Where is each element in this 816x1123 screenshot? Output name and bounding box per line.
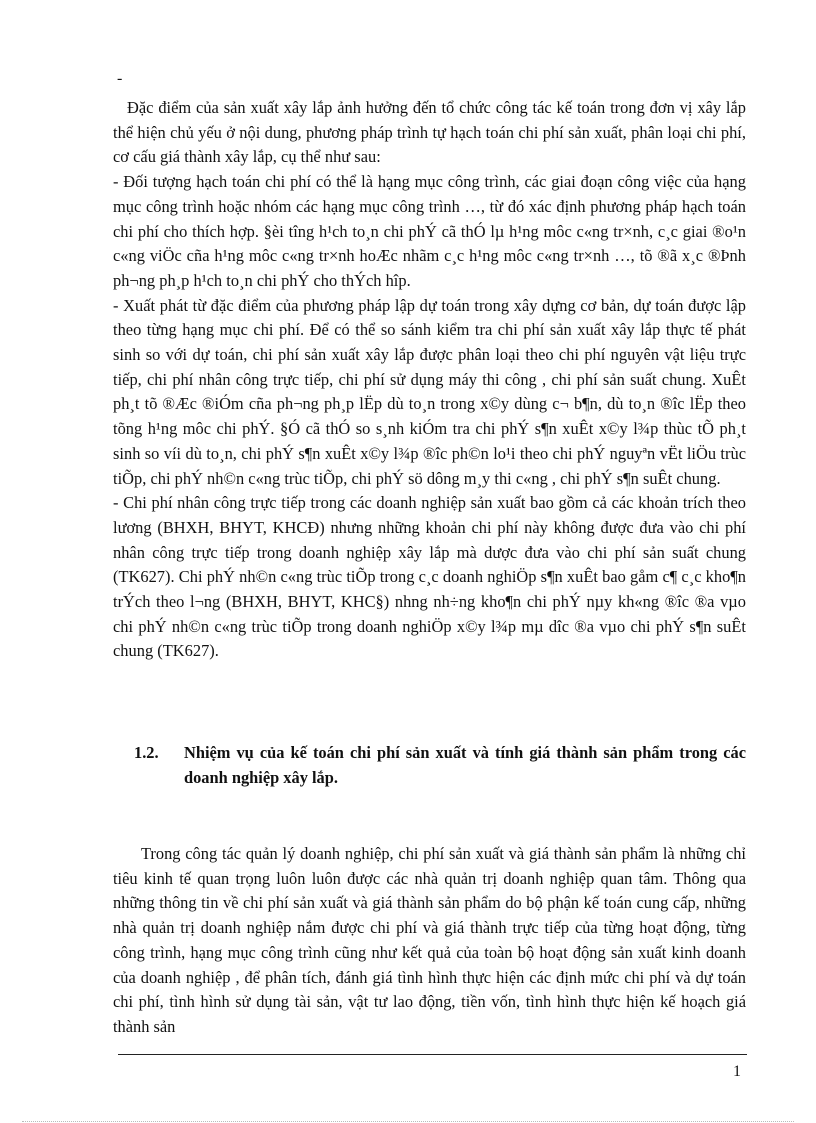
footer-divider bbox=[118, 1054, 747, 1055]
section-heading bbox=[134, 741, 746, 790]
paragraph-direct-labor: - Chi phí nhân công trực tiếp trong các doanh nghiệp sản xuất bao gồm cả các khoản trích theo lương (BHXH, BHYT, KHCĐ) nhưng những khoản chi phí này không được đưa vào chi phí nhân công trực tiếp trong doanh nghiệp xây lắp mà dược đưa vào chi phí sản suất chung (TK627). Chi phÝ nh©n c«ng trùc tiÕp trong c¸c doanh nghiÖp s¶n xuÊt bao gåm c¶ c¸c kho¶n trÝch theo l¬ng (BHXH, BHYT, KHC§) nhng nh÷ng kho¶n chi phÝ nµy kh«ng ®îc ®a vµo chi phÝ nh©n c«ng trùc tiÕp trong doanh nghiÖp x©y l¾p mµ dîc ®a vµo chi phÝ s¶n suÊt chung (TK627). bbox=[113, 493, 746, 661]
body-text-block bbox=[113, 96, 746, 664]
paragraph-cost-object: - Đối tượng hạch toán chi phí có thể là hạng mục công trình, các giai đoạn công việc của hạng mục công trình hoặc nhóm các hạng mục công trình …, từ đó xác định phương pháp hạch toán chi phí cho thích hợp. §èi tîng h¹ch to¸n chi phÝ cã thÓ lµ h¹ng môc c«ng tr×nh, c¸c giai ®o¹n c«ng viÖc cña h¹ng môc c«ng tr×nh hoÆc nhãm c¸c h¹ng môc c«ng tr×nh …, tõ ®ã x¸c ®Þnh ph¬ng ph¸p h¹ch to¸n chi phÝ cho thÝch hîp. bbox=[113, 172, 746, 290]
paragraph-estimate-method: - Xuất phát từ đặc điểm của phương pháp lập dự toán trong xây dựng cơ bản, dự toán được lập theo từng hạng mục chi phí. Để có thể so sánh kiểm tra chi phí sản xuất xây lắp thực tế phát sinh so với dự toán, chi phí sản xuất xây lắp được phân loại theo chi phí nguyên vật liệu trực tiếp, chi phí nhân công trực tiếp, chi phí sử dụng máy thi công , chi phí sản suất chung. XuÊt ph¸t tõ ®Æc ®iÓm cña ph¬ng ph¸p lËp dù to¸n trong x©y dùng c¬ b¶n, dù to¸n ®îc lËp theo tõng h¹ng môc chi phÝ. §Ó cã thÓ so s¸nh kiÓm tra chi phÝ s¶n xuÊt x©y l¾p thùc tÕ ph¸t sinh so víi dù to¸n, chi phÝ s¶n xuÊt x©y l¾p ®îc ph©n lo¹i theo chi phÝ nguyªn vËt liÖu trùc tiÕp, chi phÝ nh©n c«ng trùc tiÕp, chi phÝ sö dông m¸y thi c«ng , chi phÝ s¶n suÊt chung. bbox=[113, 295, 746, 488]
section-number: 1.2. bbox=[134, 743, 159, 762]
leading-mark: - bbox=[117, 70, 123, 87]
section-title: Nhiệm vụ của kế toán chi phí sản xuất và tính giá thành sản phẩm trong các doanh nghiệp xây lắp. bbox=[184, 743, 746, 787]
section-body bbox=[113, 842, 746, 1040]
paragraph-intro: Đặc điểm của sản xuất xây lắp ảnh hưởng đến tổ chức công tác kế toán trong đơn vị xây lắp thể hiện chủ yếu ở nội dung, phương pháp trình tự hạch toán chi phí sản xuất, phân loại chi phí, cơ cấu giá thành xây lắp, cụ thể như sau: bbox=[113, 98, 746, 167]
page-number: 1 bbox=[733, 1063, 741, 1080]
page-edge-dotted-line bbox=[22, 1121, 794, 1122]
paragraph-management: Trong công tác quản lý doanh nghiệp, chi phí sản xuất và giá thành sản phẩm là những chỉ tiêu kinh tế quan trọng luôn luôn được các nhà quản trị doanh nghiệp quan tâm. Thông qua những thông tin về chi phí sản xuất và giá thành sản phẩm do bộ phận kế toán cung cấp, những nhà quản trị doanh nghiệp nắm được chi phí và giá thành trực tiếp của từng hoạt động, từng công trình, hạng mục công trình cũng như kết quả của toàn bộ hoạt động sản xuất kinh doanh của doanh nghiệp , để phân tích, đánh giá tình hình thực hiện các định mức chi phí và dự toán chi phí, tình hình sử dụng tài sản, vật tư lao động, tiền vốn, tình hình thực hiện kế hoạch giá thành sản bbox=[113, 844, 746, 1036]
